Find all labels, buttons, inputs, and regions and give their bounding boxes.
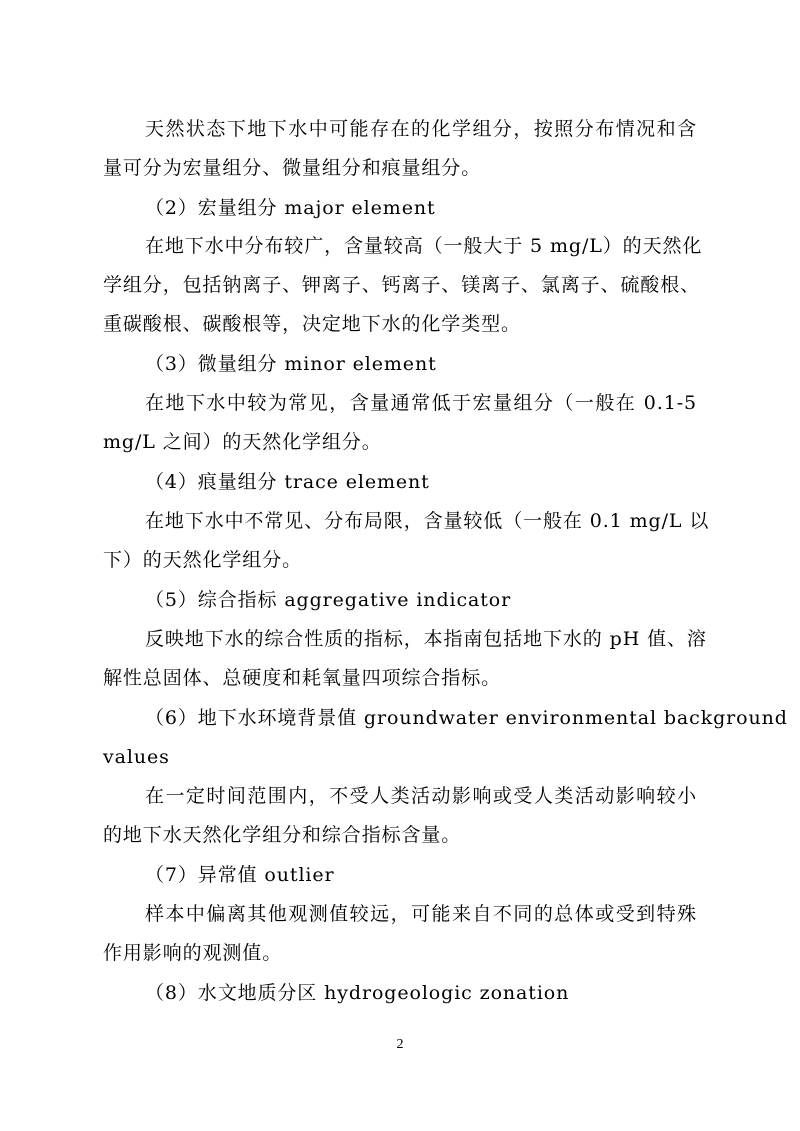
text-line: 重碳酸根、碳酸根等，决定地下水的化学类型。 [103,313,521,335]
section-heading: （5）综合指标 aggregative indicator [145,589,512,611]
section-heading: （8）水文地质分区 hydrogeologic zonation [145,982,570,1004]
text-line: 样本中偏离其他观测值较远，可能来自不同的总体或受到特殊 [145,903,697,925]
text-line: 在地下水中不常见、分布局限，含量较低（一般在 0.1 mg/L 以 [145,510,710,532]
page-number: 2 [396,1037,404,1052]
text-line: 解性总固体、总硬度和耗氧量四项综合指标。 [103,667,502,689]
section-heading: （3）微量组分 minor element [145,353,437,375]
section-heading: （6）地下水环境背景值 groundwater environmental background [145,707,788,729]
text-line: 天然状态下地下水中可能存在的化学组分，按照分布情况和含 [145,118,697,140]
section-heading: （7）异常值 outlier [145,864,335,886]
text-line: 量可分为宏量组分、微量组分和痕量组分。 [103,157,482,179]
text-line: values [103,746,170,768]
text-line: 下）的天然化学组分。 [103,549,303,571]
text-line: 反映地下水的综合性质的指标，本指南包括地下水的 pH 值、溶 [145,628,707,650]
text-line: 作用影响的观测值。 [103,942,283,964]
text-line: 在地下水中较为常见，含量通常低于宏量组分（一般在 0.1-5 [145,392,697,414]
text-line: 在地下水中分布较广，含量较高（一般大于 5 mg/L）的天然化 [145,235,703,257]
section-heading: （4）痕量组分 trace element [145,471,430,493]
text-line: 在一定时间范围内，不受人类活动影响或受人类活动影响较小 [145,785,697,807]
text-line: 学组分，包括钠离子、钾离子、钙离子、镁离子、氯离子、硫酸根、 [103,274,701,296]
text-line: 的地下水天然化学组分和综合指标含量。 [103,824,462,846]
text-line: mg/L 之间）的天然化学组分。 [103,431,382,453]
section-heading: （2）宏量组分 major element [145,197,436,219]
